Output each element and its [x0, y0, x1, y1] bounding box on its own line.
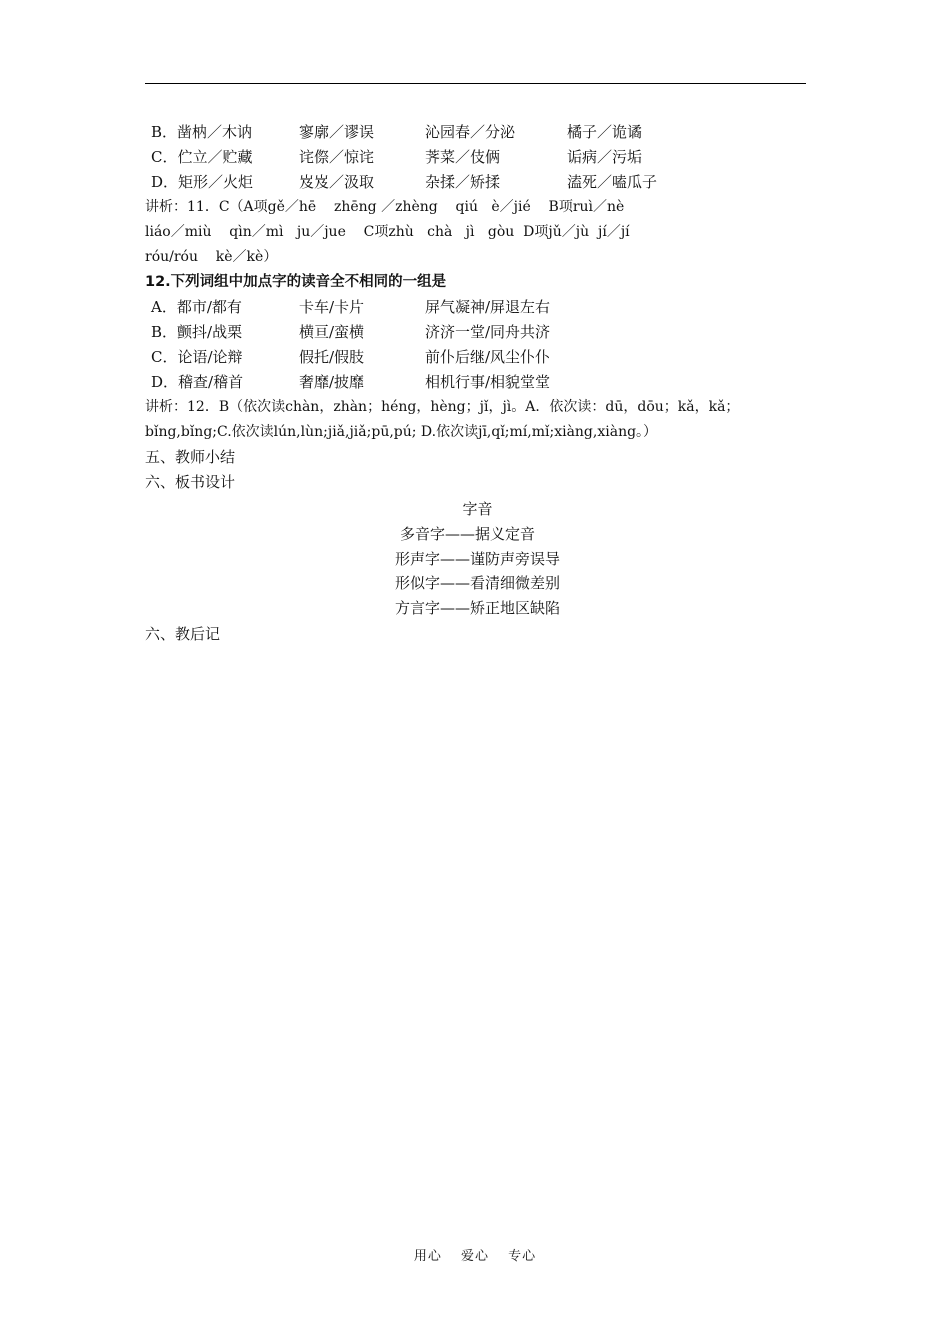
explanation-line: liáo／miù qìn／mì ju／jue C项zhù chà jì gòu D项jǔ／jù jí／jí — [145, 224, 630, 240]
footer-text: 用心 — [413, 1249, 442, 1264]
option-cell: 诧傺／惊诧 — [299, 148, 375, 166]
option-cell: B．颤抖/战栗 — [151, 323, 243, 341]
option-cell: 假托/假肢 — [299, 348, 365, 366]
option-cell: 荠菜／伎俩 — [425, 148, 501, 166]
option-cell: A．都市/都有 — [151, 298, 242, 316]
option-cell: 卡车/卡片 — [299, 298, 365, 316]
option-cell: 杂揉／矫揉 — [425, 173, 501, 191]
option-row-q12-a — [145, 295, 810, 320]
explanation-line: bǐng,bǐng;C.依次读lún,lùn;jiǎ,jiǎ;pū,pú; D.依次读jī,qǐ;mí,mǐ;xiàng,xiàng。） — [145, 424, 658, 440]
board-line: 形似字——看清细微差别 — [395, 574, 561, 592]
section-heading: 六、板书设计 — [145, 473, 236, 491]
explanation-line: 讲析：11．C（A项gě／hē zhēng ／zhèng qiú è／jié B项ruì／nè — [145, 199, 625, 215]
option-cell: B．凿枘／木讷 — [151, 123, 253, 141]
section-heading: 五、教师小结 — [145, 448, 236, 466]
option-row-q11-c — [145, 145, 810, 170]
board-line: 多音字——据义定音 — [400, 525, 536, 543]
option-row-q12-d — [145, 370, 810, 395]
page-footer — [0, 1245, 950, 1264]
option-cell: 奢靡/披靡 — [299, 373, 365, 391]
option-cell: D．矩形／火炬 — [151, 173, 254, 191]
board-line: 方言字——矫正地区缺陷 — [395, 598, 561, 617]
option-row-q12-c — [145, 345, 810, 370]
option-cell: 横亘/蛮横 — [299, 323, 365, 341]
option-cell: 橘子／诡谲 — [567, 123, 643, 141]
option-row-q11-b — [145, 120, 810, 145]
option-row-q12-b — [145, 320, 810, 345]
option-cell: 相机行事/相貌堂堂 — [425, 373, 551, 391]
option-cell: D．稽查/稽首 — [151, 373, 244, 391]
option-row-q11-d — [145, 170, 810, 195]
footer-text: 爱心 — [460, 1249, 489, 1264]
option-cell: 岌岌／汲取 — [299, 173, 375, 191]
option-cell: 诟病／污垢 — [567, 148, 643, 166]
board-title: 字音 — [462, 500, 493, 518]
main-content — [145, 120, 810, 495]
option-cell: 溘死／嗑瓜子 — [567, 173, 658, 191]
option-cell: C．伫立／贮藏 — [151, 148, 253, 166]
footer-text: 专心 — [508, 1249, 537, 1264]
section-heading: 六、教后记 — [145, 625, 221, 643]
explanation-line: 讲析：12．B（依次读chàn，zhàn；héng，hèng；jǐ，jì。A．依次读：dū，dōu；kǎ，kǎ； — [145, 399, 740, 415]
board-design — [145, 497, 810, 620]
explanation-line: róu/róu kè／kè） — [145, 249, 278, 265]
option-cell: 屏气凝神/屏退左右 — [425, 298, 551, 316]
option-cell: 济济一堂/同舟共济 — [425, 323, 551, 341]
option-cell: 沁园春／分泌 — [425, 123, 516, 141]
header-rule — [145, 83, 806, 84]
option-cell: 寥廓／谬误 — [299, 123, 375, 141]
option-cell: 前仆后继/风尘仆仆 — [425, 348, 551, 366]
question-heading: 12.下列词组中加点字的读音全不相同的一组是 — [145, 274, 447, 290]
board-line: 形声字——谨防声旁误导 — [395, 549, 561, 568]
option-cell: C．论语/论辩 — [151, 348, 243, 366]
